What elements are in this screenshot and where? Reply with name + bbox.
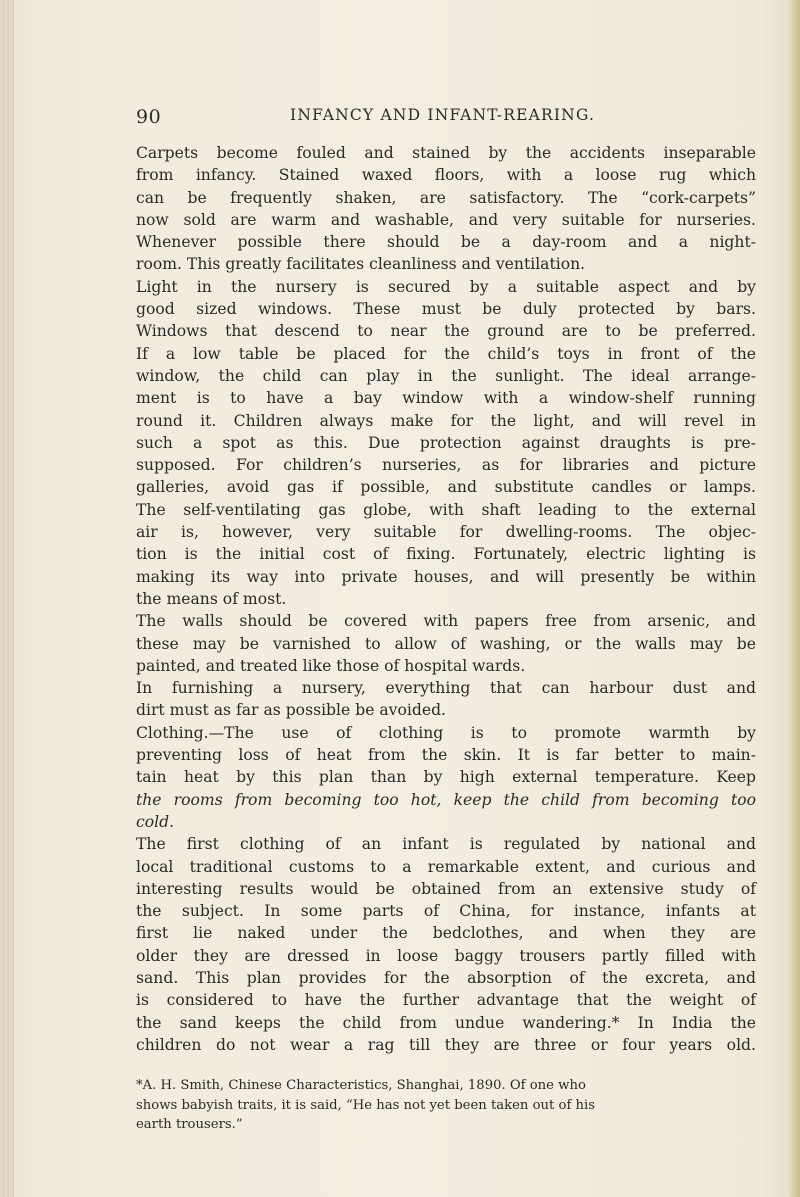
text-line: interesting results would be obtained from an extensive study of (136, 879, 756, 898)
text-line: these may be varnished to allow of washing, or the walls may be (136, 634, 756, 653)
text-line: ment is to have a bay window with a window-shelf running (136, 389, 756, 408)
text-line: the means of most. (136, 589, 287, 608)
text-line: good sized windows. These must be duly protected by bars. (136, 300, 756, 319)
footnote-line: earth trousers.” (136, 1117, 243, 1133)
text-line: In furnishing a nursery, everything that can harbour dust and (136, 679, 756, 698)
text-line: window, the child can play in the sunlight. The ideal arrange- (136, 366, 756, 385)
footnote-line: shows babyish traits, it is said, “He has not yet been taken out of his (136, 1097, 596, 1113)
text-line: the subject. In some parts of China, for instance, infants at (136, 902, 756, 921)
text-line-italic: the rooms from becoming too hot, keep the child from becoming too (136, 790, 756, 809)
text-line: If a low table be placed for the child’s toys in front of the (136, 344, 756, 363)
text-line: dirt must as far as possible be avoided. (136, 701, 447, 720)
text-line-light-heading: Light in the nursery is secured by a suitable aspect and by (136, 277, 756, 296)
text-line: local traditional customs to a remarkable extent, and curious and (136, 857, 756, 876)
text-line: The walls should be covered with papers free from arsenic, and (136, 612, 756, 631)
text-line: supposed. For children’s nurseries, as for libraries and picture (136, 456, 756, 475)
text-line-italic: cold. (136, 812, 175, 831)
text-line: is considered to have the further advantage that the weight of (136, 991, 756, 1010)
body-text (136, 142, 756, 1056)
footnote (136, 1076, 756, 1135)
text-line: now sold are warm and washable, and very suitable for nurseries. (136, 210, 756, 229)
text-line: The first clothing of an infant is regulated by national and (136, 835, 756, 854)
text-line: The self-ventilating gas globe, with shaft leading to the external (136, 500, 756, 519)
text-line: tain heat by this plan than by high external temperature. Keep (136, 768, 756, 787)
text-line: sand. This plan provides for the absorption of the excreta, and (136, 968, 756, 987)
text-line: Carpets become fouled and stained by the accidents inseparable (136, 144, 756, 162)
text-line: preventing loss of heat from the skin. It is far better to main- (136, 746, 756, 765)
page-header (136, 106, 756, 132)
text-line: first lie naked under the bedclothes, and when they are (136, 924, 756, 943)
text-line: can be frequently shaken, are satisfactory. The “cork-carpets” (136, 188, 756, 207)
page-right-edge (788, 0, 800, 1197)
page-left-edge (0, 0, 14, 1197)
running-head: INFANCY AND INFANT-REARING. (290, 106, 596, 124)
page-number: 90 (136, 106, 162, 128)
text-line: painted, and treated like those of hospital wards. (136, 656, 526, 675)
text-line: room. This greatly facilitates cleanliness and ventilation. (136, 255, 586, 274)
text-line: children do not wear a rag till they are three or four years old. (136, 1035, 756, 1054)
text-line: such a spot as this. Due protection against draughts is pre- (136, 433, 756, 452)
text-line-clothing-heading: Clothing.—The use of clothing is to promote warmth by (136, 723, 756, 742)
text-line: round it. Children always make for the light, and will revel in (136, 411, 756, 430)
text-line: galleries, avoid gas if possible, and substitute candles or lamps. (136, 478, 756, 497)
text-line: air is, however, very suitable for dwelling-rooms. The objec- (136, 523, 756, 542)
text-line: the sand keeps the child from undue wandering.* In India the (136, 1013, 756, 1032)
text-line: making its way into private houses, and will presently be within (136, 567, 756, 586)
text-line: Whenever possible there should be a day-room and a night- (136, 233, 756, 252)
text-line: older they are dressed in loose baggy trousers partly filled with (136, 946, 756, 965)
footnote-line: *A. H. Smith, Chinese Characteristics, Shanghai, 1890. Of one who (136, 1078, 586, 1093)
text-line: Windows that descend to near the ground are to be preferred. (136, 322, 756, 341)
text-line: from infancy. Stained waxed floors, with a loose rug which (136, 166, 756, 185)
text-line: tion is the initial cost of fixing. Fortunately, electric lighting is (136, 545, 756, 564)
